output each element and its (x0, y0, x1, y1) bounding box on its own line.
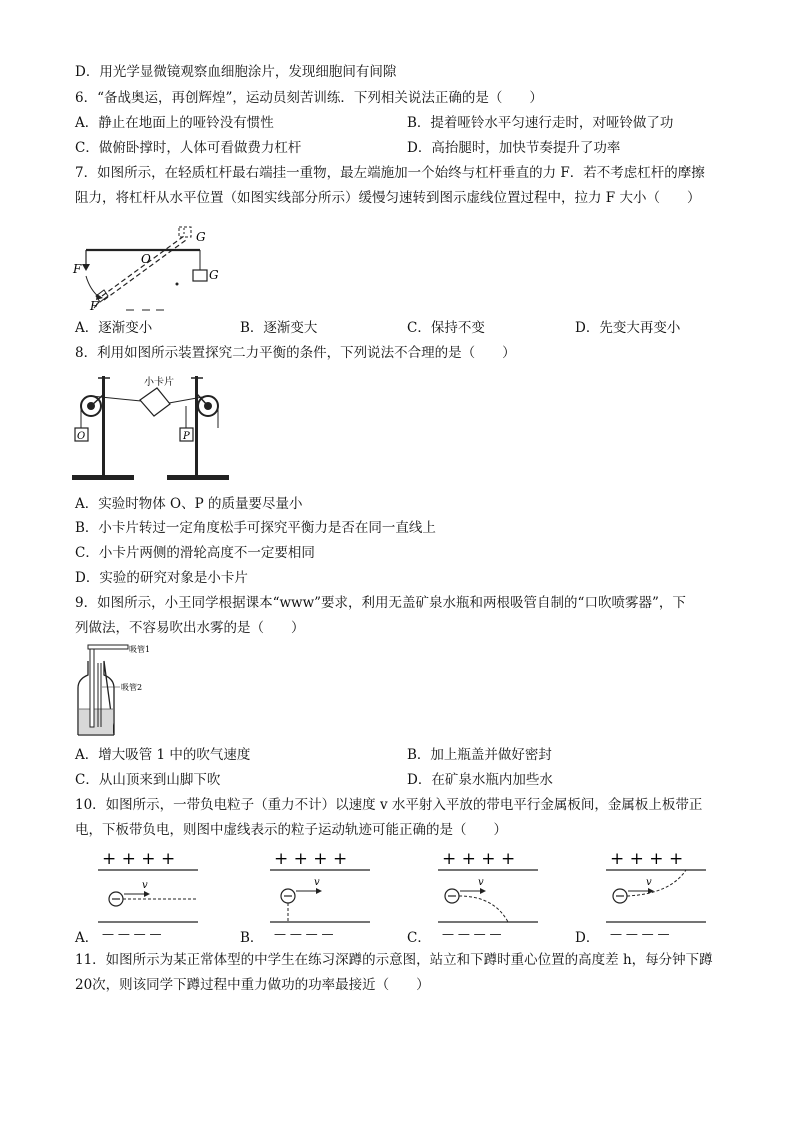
sprayer-straw1-label: 吸管1 (129, 645, 151, 654)
q6-option-a: A．静止在地面上的哑铃没有惯性 (75, 115, 274, 131)
plates-d-top-charge: + + + + (610, 849, 684, 869)
q7-stem-line1: 7．如图所示，在轻质杠杆最右端挂一重物，最左端施加一个始终与杠杆垂直的力 F．若不考虑杠杆的摩擦 (75, 165, 705, 181)
q9-option-a: A．增大吸管 1 中的吹气速度 (75, 747, 251, 763)
lever-label-f-top: F (73, 262, 82, 276)
lever-figure (72, 214, 232, 316)
q9-stem-line1: 9．如图所示，小王同学根据课本“www”要求，利用无盖矿泉水瓶和两根吸管自制的“口吹喷雾器”，下 (75, 595, 686, 611)
q9-option-c: C．从山顶来到山脚下吹 (75, 772, 221, 788)
plates-c-bottom-charge: — — — — (442, 927, 502, 938)
q8-option-b: B．小卡片转过一定角度松手可探究平衡力是否在同一直线上 (75, 520, 436, 536)
plates-d-bottom-charge: — — — — (610, 927, 670, 938)
plates-b-velocity: v (314, 877, 320, 888)
q7-option-a: A．逐渐变小 (75, 320, 153, 336)
plates-figure-d (600, 846, 710, 938)
sprayer-straw2-label: 吸管2 (121, 683, 143, 692)
plates-d-velocity: v (646, 877, 652, 888)
q11-stem-line2: 20次，则该同学下蹲过程中重力做功的功率最接近（ ） (75, 977, 430, 993)
sprayer-figure (72, 643, 156, 739)
balance-label-p: P (183, 431, 190, 442)
q7-option-d: D．先变大再变小 (575, 320, 681, 336)
lever-label-f-bottom: F (90, 299, 99, 313)
plates-figure-b (264, 846, 374, 938)
q8-stem: 8．利用如图所示装置探究二力平衡的条件，下列说法不合理的是（ ） (75, 345, 516, 361)
plates-a-top-charge: + + + + (102, 849, 176, 869)
plates-b-top-charge: + + + + (274, 849, 348, 869)
q6-stem: 6．“备战奥运，再创辉煌”，运动员刻苦训练．下列相关说法正确的是（ ） (75, 90, 543, 106)
q6-option-c: C．做俯卧撑时，人体可看做费力杠杆 (75, 140, 302, 156)
plates-c-velocity: v (478, 877, 484, 888)
q6-option-d: D．高抬腿时，加快节奏提升了功率 (407, 140, 621, 156)
q5-option-d: D．用光学显微镜观察血细胞涂片，发现细胞间有间隙 (75, 64, 397, 80)
q10-option-b: B． (240, 930, 264, 946)
q9-stem-line2: 列做法，不容易吹出水雾的是（ ） (75, 620, 305, 636)
q6-option-b: B．提着哑铃水平匀速行走时，对哑铃做了功 (407, 115, 674, 131)
q10-option-a: A． (75, 930, 99, 946)
q11-stem-line1: 11．如图所示为某正常体型的中学生在练习深蹲的示意图，站立和下蹲时重心位置的高度差 h，每分钟下蹲 (75, 952, 713, 968)
q7-option-b: B．逐渐变大 (240, 320, 318, 336)
balance-card-label: 小卡片 (144, 377, 174, 388)
q10-option-c: C． (407, 930, 431, 946)
balance-label-o: O (77, 431, 86, 442)
plates-c-top-charge: + + + + (442, 849, 516, 869)
q8-option-a: A．实验时物体 O、P 的质量要尽量小 (75, 496, 303, 512)
q8-option-d: D．实验的研究对象是小卡片 (75, 570, 248, 586)
plates-a-velocity: v (142, 880, 148, 891)
lever-label-g-right: G (209, 268, 219, 282)
lever-label-o: O (141, 252, 151, 266)
q9-option-d: D．在矿泉水瓶内加些水 (407, 772, 553, 788)
q7-stem-line2: 阻力，将杠杆从水平位置（如图实线部分所示）缓慢匀速转到图示虚线位置过程中，拉力 F 大小（ ） (75, 190, 701, 206)
plates-figure-c (432, 846, 542, 938)
plates-b-bottom-charge: — — — — (274, 927, 334, 938)
plates-a-bottom-charge: — — — — (102, 927, 162, 938)
q8-option-c: C．小卡片两侧的滑轮高度不一定要相同 (75, 545, 315, 561)
lever-label-g-top: G (196, 230, 206, 244)
q10-stem-line2: 电，下板带负电，则图中虚线表示的粒子运动轨迹可能正确的是（ ） (75, 822, 507, 838)
plates-figure-a (92, 846, 202, 938)
q10-stem-line1: 10．如图所示，一带负电粒子（重力不计）以速度 v 水平射入平放的带电平行金属板间，金属板上板带正 (75, 797, 703, 813)
q7-option-c: C．保持不变 (407, 320, 485, 336)
q9-option-b: B．加上瓶盖并做好密封 (407, 747, 552, 763)
q10-option-d: D． (575, 930, 600, 946)
balance-figure (72, 368, 232, 483)
